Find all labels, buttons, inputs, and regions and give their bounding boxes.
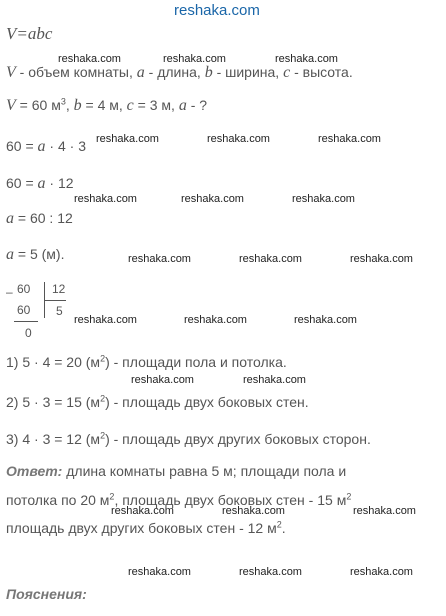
superscript: 2 (100, 393, 106, 404)
answer-line-3b: . (281, 520, 286, 536)
superscript: 3 (60, 96, 66, 107)
legend-line (6, 64, 353, 82)
var-b: b (73, 97, 82, 114)
step-1-left: 60 = (6, 138, 38, 154)
step-3 (6, 210, 73, 228)
var-b: b (204, 64, 213, 81)
watermark: reshaka.com (128, 566, 191, 578)
watermark: reshaka.com (292, 193, 355, 205)
var-a: a (178, 97, 187, 114)
quotient: 5 (56, 304, 63, 318)
watermark: reshaka.com (111, 505, 174, 517)
var-v: V (6, 97, 16, 114)
superscript: 2 (346, 491, 352, 502)
item-3 (6, 431, 371, 447)
step-2-left: 60 = (6, 175, 38, 191)
step-1 (6, 138, 86, 156)
var-a: a (6, 246, 14, 263)
superscript: 2 (100, 430, 106, 441)
var-a: a (136, 64, 145, 81)
site-header[interactable]: reshaka.com (174, 2, 260, 19)
answer-line-2b: , площадь двух боковых стен - 15 м (114, 492, 347, 508)
watermark: reshaka.com (350, 566, 413, 578)
item-3-pre: 3) 4 · 3 = 12 (м (6, 431, 101, 447)
dividend: 60 (17, 282, 31, 296)
watermark: reshaka.com (58, 53, 121, 65)
watermark: reshaka.com (163, 53, 226, 65)
divisor: 12 (52, 282, 66, 296)
answer-line-3a: площадь двух других боковых стен - 12 м (6, 520, 277, 536)
legend-b-text: - ширина, (212, 64, 284, 80)
item-2 (6, 394, 309, 410)
watermark: reshaka.com (294, 314, 357, 326)
answer-line-2 (6, 492, 351, 508)
answer-line-2a: потолка по 20 м (6, 492, 110, 508)
legend-v-text: - объем комнаты, (15, 64, 137, 80)
remainder: 0 (25, 326, 32, 340)
watermark: reshaka.com (275, 53, 338, 65)
var-v: V (6, 64, 16, 81)
given-v-val: = 60 м (15, 97, 61, 113)
var-a: a (6, 210, 14, 227)
watermark: reshaka.com (128, 253, 191, 265)
step-2 (6, 175, 74, 193)
answer-line-1 (6, 463, 346, 479)
item-2-post: ) - площадь двух боковых стен. (105, 394, 309, 410)
step-1-right: · 4 · 3 (45, 138, 86, 154)
item-1-pre: 1) 5 · 4 = 20 (м (6, 354, 101, 370)
watermark: reshaka.com (74, 193, 137, 205)
var-c: c (283, 64, 291, 81)
watermark: reshaka.com (181, 193, 244, 205)
watermark: reshaka.com (96, 133, 159, 145)
given-b-val: = 4 м, (81, 97, 127, 113)
watermark: reshaka.com (184, 314, 247, 326)
item-2-pre: 2) 5 · 3 = 15 (м (6, 394, 101, 410)
superscript: 2 (276, 519, 282, 530)
answer-line-1-text: длина комнаты равна 5 м; площади пола и (62, 463, 347, 479)
var-a: a (37, 175, 46, 192)
formula: V=abc (6, 24, 53, 43)
legend-c-text: - высота. (290, 64, 353, 80)
step-3-right: = 60 : 12 (14, 210, 73, 226)
superscript: 2 (100, 353, 106, 364)
watermark: reshaka.com (243, 374, 306, 386)
subtraction-line (14, 321, 38, 322)
watermark: reshaka.com (318, 133, 381, 145)
watermark: reshaka.com (350, 253, 413, 265)
explanation-heading: Пояснения: (6, 586, 87, 602)
watermark: reshaka.com (239, 253, 302, 265)
given-c-val: = 3 м, (133, 97, 179, 113)
var-a: a (37, 138, 46, 155)
var-c: c (126, 97, 134, 114)
legend-a-text: - длина, (144, 64, 205, 80)
watermark: reshaka.com (353, 505, 416, 517)
step-4 (6, 246, 64, 264)
watermark: reshaka.com (239, 566, 302, 578)
item-1 (6, 354, 287, 370)
division-bar-horizontal (44, 300, 66, 301)
given-a-val: - ? (186, 97, 208, 113)
watermark: reshaka.com (207, 133, 270, 145)
minus-sign: – (6, 285, 13, 299)
item-1-post: ) - площади пола и потолка. (105, 354, 287, 370)
superscript: 2 (109, 491, 115, 502)
item-3-post: ) - площадь двух других боковых сторон. (105, 431, 371, 447)
answer-line-3 (6, 520, 286, 536)
step-2-right: · 12 (45, 175, 74, 191)
product: 60 (17, 303, 31, 317)
watermark: reshaka.com (74, 314, 137, 326)
answer-label: Ответ: (6, 463, 63, 479)
watermark: reshaka.com (131, 374, 194, 386)
step-4-right: = 5 (м). (14, 246, 65, 262)
watermark: reshaka.com (222, 505, 285, 517)
given-line: V = 60 $м^3$, b = 4 м, c = 3 м, a - ? (6, 96, 208, 114)
